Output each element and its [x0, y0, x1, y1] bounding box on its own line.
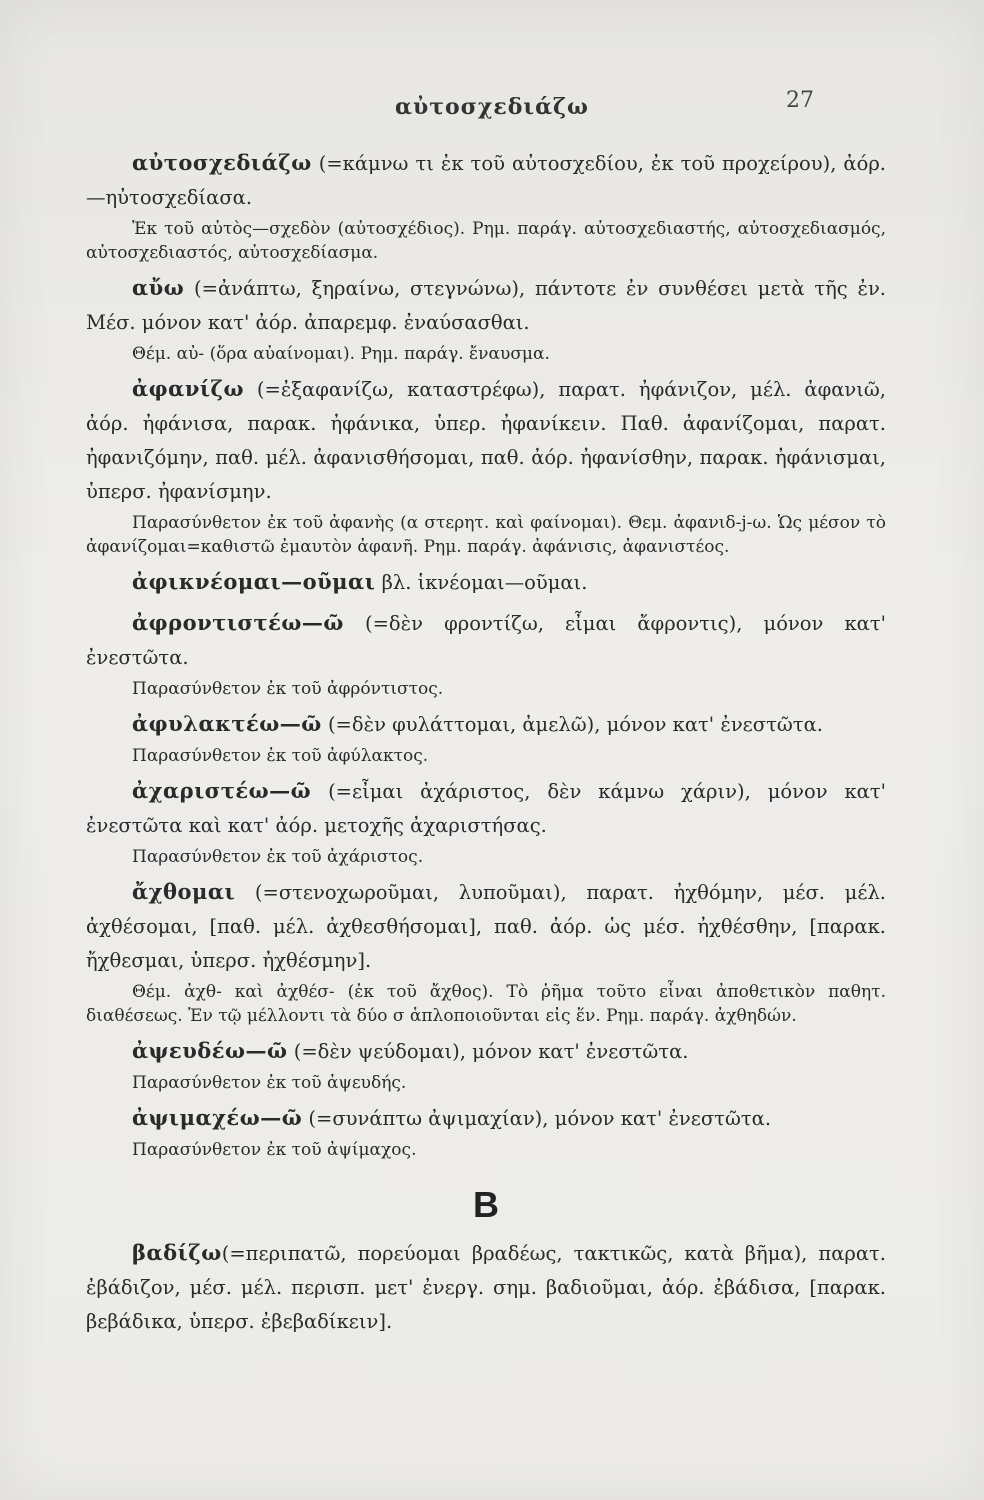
dictionary-content [86, 146, 886, 1345]
dictionary-entry [86, 271, 886, 366]
etymology-note: Παρασύνθετον ἐκ τοῦ ἀχάριστος. [132, 847, 424, 867]
definition-text: (=εἶμαι ἀχάριστος, δὲν κάμνω χάριν), μόνον κατ' ἐνεστῶτα καὶ κατ' ἀόρ. μετοχῆς ἀχαριστήσας. [86, 780, 886, 837]
entry-definition [86, 875, 886, 978]
definition-text: (=συνάπτω ἀψιμαχίαν), μόνον κατ' ἐνεστῶτα. [302, 1107, 772, 1130]
dictionary-entry [86, 1034, 886, 1095]
entry-definition [86, 1101, 886, 1136]
definition-text: βλ. ἱκνέομαι—οῦμαι. [375, 571, 588, 594]
dictionary-entry [86, 565, 886, 600]
definition-text: (=ἀνάπτω, ξηραίνω, στεγνώνω), πάντοτε ἐν συνθέσει μετὰ τῆς ἐν. Μέσ. μόνον κατ' ἀόρ. ἀπαρεμφ. ἐναύσασθαι. [86, 277, 886, 334]
dictionary-entry [86, 1236, 886, 1339]
entry-definition [86, 146, 886, 215]
headword: ἀχαριστέω—ῶ [132, 778, 312, 803]
dictionary-entry [86, 1101, 886, 1162]
etymology-note: Παρασύνθετον ἐκ τοῦ ἀψευδής. [132, 1073, 407, 1093]
dictionary-entry [86, 707, 886, 768]
etymology-note: Ἐκ τοῦ αὐτὸς—σχεδὸν (αὐτοσχέδιος). Ρημ. παράγ. αὐτοσχεδιαστής, αὐτοσχεδιασμός, αὐτοσχεδιαστός, αὐτοσχεδίασμα. [86, 219, 886, 263]
headword: ἀψευδέω—ῶ [132, 1038, 288, 1063]
definition-text: (=δὲν ψεύδομαι), μόνον κατ' ἐνεστῶτα. [287, 1040, 689, 1063]
dictionary-entry [86, 146, 886, 265]
entry-definition [86, 565, 886, 600]
dictionary-entry [86, 606, 886, 701]
headword: ἀφυλακτέω—ῶ [132, 711, 322, 736]
entry-definition [86, 606, 886, 675]
entry-definition [86, 1236, 886, 1339]
dictionary-entry [86, 774, 886, 869]
headword: αὔω [132, 275, 185, 300]
etymology-note: Παρασύνθετον ἐκ τοῦ ἀφύλακτος. [132, 746, 429, 766]
etymology-note: Παρασύνθετον ἐκ τοῦ ἀφρόντιστος. [132, 679, 444, 699]
running-title: αὐτοσχεδιάζω [395, 94, 589, 120]
entry-definition [86, 372, 886, 509]
dictionary-entry [86, 372, 886, 559]
etymology-note: Παρασύνθετον ἐκ τοῦ ἀφανὴς (α στερητ. καὶ φαίνομαι). Θεμ. ἀφανιδ-j-ω. Ὡς μέσον τὸ ἀφανίζομαι=καθιστῶ ἐμαυτὸν ἀφανῆ. Ρημ. παράγ. ἀφάνισις, ἀφανιστέος. [86, 513, 886, 557]
headword: βαδίζω [132, 1240, 222, 1265]
etymology-note: Θέμ. ἀχθ- καὶ ἀχθέσ- (ἐκ τοῦ ἄχθος). Τὸ ῥῆμα τοῦτο εἶναι ἀποθετικὸν παθητ. διαθέσεως. Ἐν τῷ μέλλοντι τὰ δύο σ ἁπλοποιοῦνται εἰς ἕν. Ρημ. παράγ. ἀχθηδών. [86, 982, 886, 1026]
headword: αὐτοσχεδιάζω [132, 150, 312, 175]
definition-text: (=δὲν φροντίζω, εἶμαι ἄφροντις), μόνον κατ' ἐνεστῶτα. [86, 612, 886, 669]
section-letter: Β [473, 1184, 499, 1225]
headword: ἄχθομαι [132, 879, 236, 904]
dictionary-entry [86, 875, 886, 1028]
definition-text: (=στενοχωροῦμαι, λυποῦμαι), παρατ. ἠχθόμην, μέσ. μέλ. ἀχθέσομαι, [παθ. μέλ. ἀχθεσθήσομαι], παθ. ἀόρ. ὡς μέσ. ἠχθέσθην, [παρακ. ἤχθεσμαι, ὑπερσ. ἠχθέσμην]. [86, 881, 886, 972]
etymology-note: Παρασύνθετον ἐκ τοῦ ἀψίμαχος. [132, 1140, 417, 1160]
entry-definition [86, 774, 886, 843]
page-number: 27 [786, 88, 814, 113]
entry-definition [86, 271, 886, 340]
definition-text: (=κάμνω τι ἐκ τοῦ αὐτοσχεδίου, ἐκ τοῦ προχείρου), ἀόρ.—ηὐτοσχεδίασα. [86, 152, 886, 209]
etymology-note: Θέμ. αὐ- (ὅρα αὐαίνομαι). Ρημ. παράγ. ἔναυσμα. [132, 344, 550, 364]
headword: ἀφικνέομαι—οῦμαι [132, 569, 376, 594]
headword: ἀφανίζω [132, 376, 244, 401]
definition-text: (=ἐξαφανίζω, καταστρέφω), παρατ. ἠφάνιζον, μέλ. ἀφανιῶ, ἀόρ. ἠφάνισα, παρακ. ἠφάνικα, ὑπερ. ἠφανίκειν. Παθ. ἀφανίζομαι, παρατ. ἠφανιζόμην, παθ. μέλ. ἀφανισθήσομαι, παθ. ἀόρ. ἠφανίσθην, παρακ. ἠφάνισμαι, ὑπερσ. ἠφανίσμην. [86, 378, 886, 503]
headword: ἀψιμαχέω—ῶ [132, 1105, 303, 1130]
definition-text: (=δὲν φυλάττομαι, ἀμελῶ), μόνον κατ' ἐνεστῶτα. [321, 713, 823, 736]
headword: ἀφροντιστέω—ῶ [132, 610, 344, 635]
definition-text: (=περιπατῶ, πορεύομαι βραδέως, τακτικῶς, κατὰ βῆμα), παρατ. ἐβάδιζον, μέσ. μέλ. περισπ. μετ' ἐνεργ. σημ. βαδιοῦμαι, ἀόρ. ἐβάδισα, [παρακ. βεβάδικα, ὑπερσ. ἐβεβαδίκειν]. [86, 1242, 886, 1333]
entry-definition [86, 1034, 886, 1069]
entry-definition [86, 707, 886, 742]
